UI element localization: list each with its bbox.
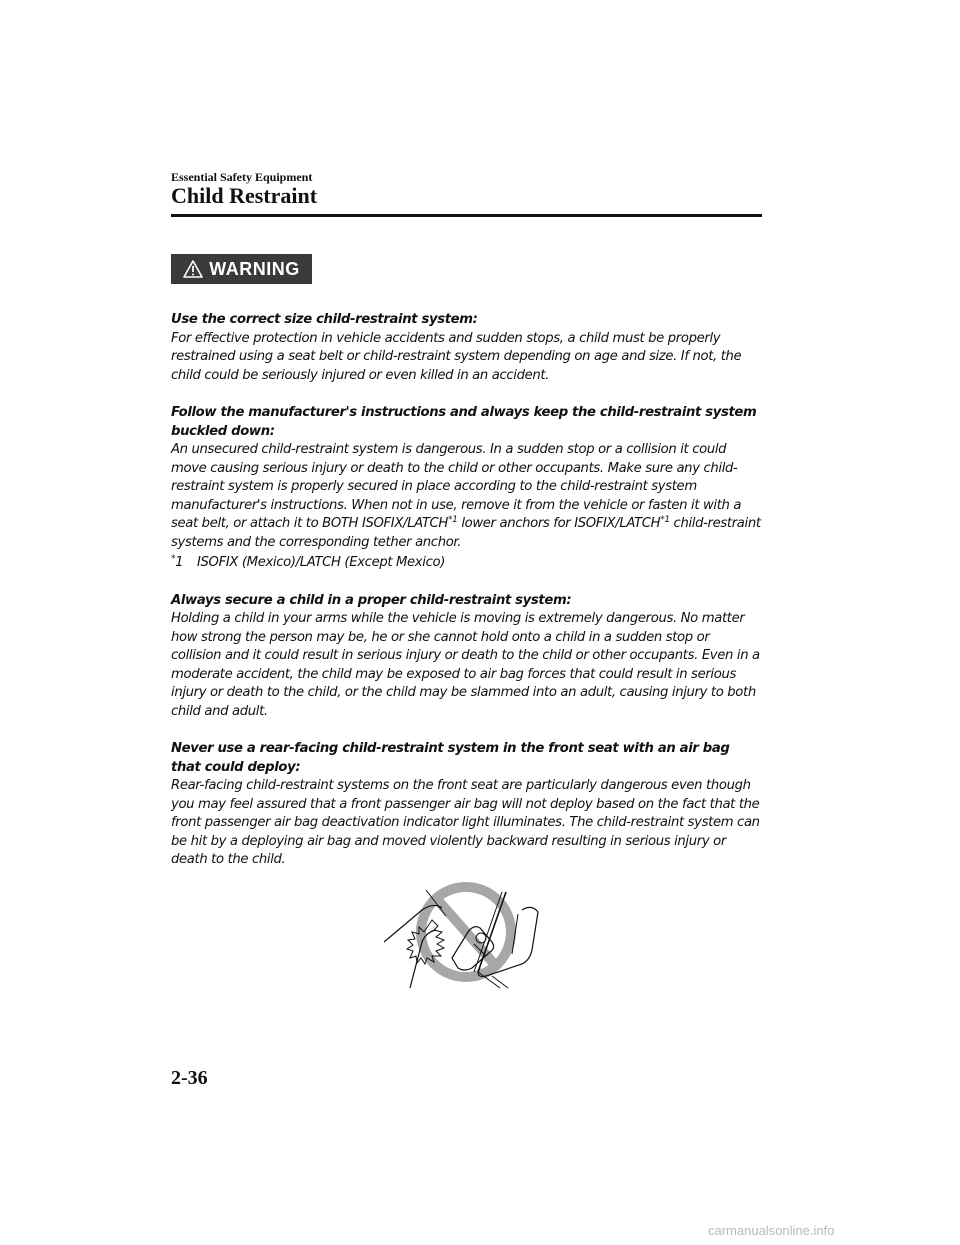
footnote-num-text: 1 <box>175 555 184 570</box>
paragraph-body: For effective protection in vehicle accidents and sudden stops, a child must be properly restrained using a seat belt or child-restraint system depending on age and size. If not, the child could be seriously injured or even killed in an accident. <box>171 330 742 383</box>
paragraph-body-part: An unsecured child-restraint system is dangerous. In a sudden stop or a collision it could move causing serious injury or death to the child or other occupants. Make sure any child-restraint system is properly secured in place according to the child-restraint system manufacturer's instructions. When not in use, remove it from the vehicle or fasten it with a seat belt, or attach it to BOTH ISOFIX/LATCH <box>171 442 742 531</box>
paragraph-rear-facing <box>171 740 763 870</box>
section-label: Essential Safety Equipment <box>171 170 313 184</box>
paragraph-body: Rear-facing child-restraint systems on the front seat are particularly dangerous even though you may feel assured that a front passenger air bag will not deploy based on the fact that the front passenger air bag deactivation indicator light illuminates. The child-restraint system can be hit by a deploying air bag and moved violently backward resulting in serious injury or death to the child. <box>171 778 760 867</box>
paragraph-heading: Always secure a child in a proper child-restraint system: <box>171 592 572 608</box>
warning-badge <box>171 254 312 284</box>
footnote-number <box>171 554 197 573</box>
footnote-text: ISOFIX (Mexico)/LATCH (Except Mexico) <box>197 555 445 570</box>
page-number: 2-36 <box>171 1067 208 1089</box>
paragraph-heading: Never use a rear-facing child-restraint system in the front seat with an air bag that could deploy: <box>171 741 730 775</box>
page-title: Child Restraint <box>171 183 318 208</box>
warning-triangle-icon <box>183 260 203 278</box>
paragraph-heading: Use the correct size child-restraint system: <box>171 312 478 327</box>
no-rear-facing-seat-airbag-icon <box>382 880 552 990</box>
footnote-ref: *1 <box>660 515 670 525</box>
paragraph-body: Holding a child in your arms while the vehicle is moving is extremely dangerous. No matter how strong the person may be, he or she cannot hold onto a child in a sudden stop or collision and it could result in serious injury or death to the child or other occupants. Even in a moderate accident, the child may be exposed to air bag forces that could result in serious injury or death to the child, or the child may be slammed into an adult, causing injury to both child and adult. <box>171 611 760 719</box>
footnote <box>171 554 763 573</box>
paragraph-body <box>171 441 763 552</box>
paragraph-body-part: child-restraint systems and the corresponding tether anchor. <box>171 516 761 550</box>
paragraph-secure-child <box>171 592 763 722</box>
warning-label: WARNING <box>209 258 300 279</box>
footnote-ref: *1 <box>447 515 458 525</box>
paragraph-manufacturer-instructions <box>171 404 763 552</box>
footnote-mark: * <box>171 554 176 564</box>
paragraph-heading: Follow the manufacturer's instructions and always keep the child-restraint system buckled down: <box>171 405 757 439</box>
watermark[interactable]: carmanualsonline.info <box>708 1223 835 1238</box>
title-rule <box>171 214 762 217</box>
paragraph-correct-size <box>171 311 763 385</box>
warning-content <box>171 311 763 889</box>
paragraph-body-part: lower anchors for ISOFIX/LATCH <box>457 516 661 531</box>
